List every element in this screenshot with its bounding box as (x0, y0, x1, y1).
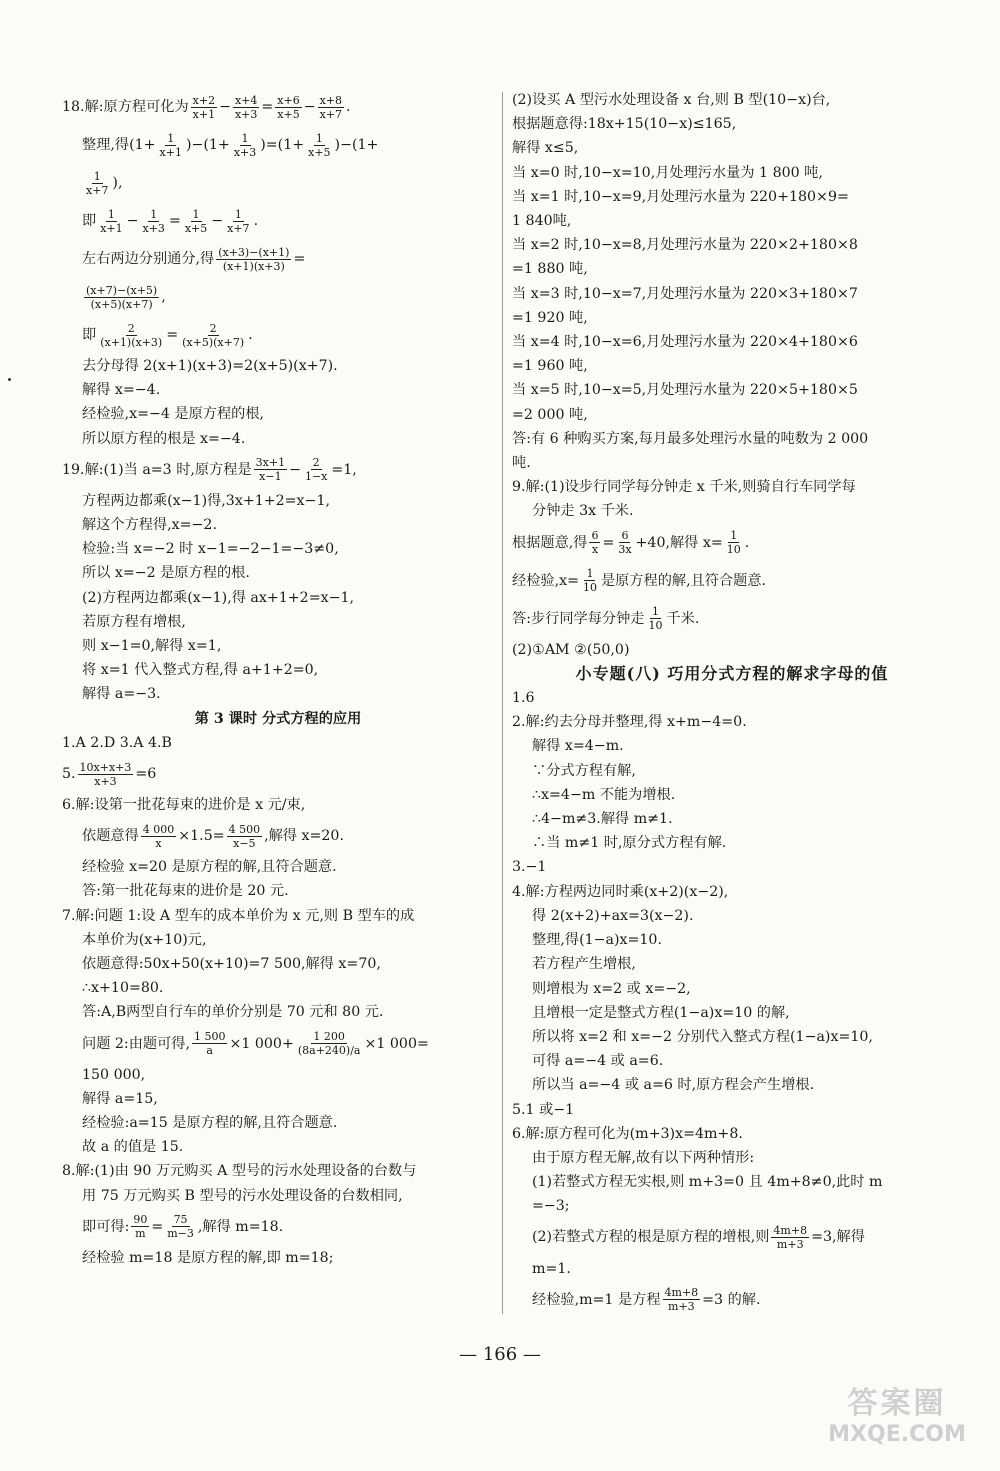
text: )−(1+ (185, 136, 230, 153)
fraction (141, 823, 177, 850)
text: =6 (135, 765, 157, 782)
denominator: 3x (618, 543, 632, 557)
fraction (303, 456, 329, 483)
watermark-logo (812, 1378, 982, 1460)
denominator: x+1 (100, 221, 123, 235)
line: 整理,得(1−a)x=10. (532, 932, 662, 949)
text: 18.解:原方程可化为 (62, 98, 189, 115)
line: 1 840吨, (512, 213, 572, 230)
numerator: 1 (192, 207, 200, 221)
denominator: m+3 (668, 1300, 695, 1314)
fraction (318, 94, 344, 121)
denominator: (x+5)(x+7) (90, 297, 153, 311)
numerator: 1 (651, 605, 659, 619)
line: 4.解:方程两边同时乘(x+2)(x−2), (512, 883, 729, 900)
text: − (211, 212, 224, 229)
line (62, 316, 494, 354)
line: 本单价为(x+10)元, (82, 931, 207, 948)
text: 即 (82, 212, 97, 229)
fraction (296, 1030, 363, 1057)
line: 150 000, (82, 1066, 146, 1083)
line (512, 600, 952, 638)
line: 8.解:(1)由 90 万元购买 A 型号的污水处理设备的台数与 (62, 1163, 417, 1180)
text: = (602, 534, 615, 551)
numerator: (x+3)−(x+1) (218, 245, 290, 259)
numerator: 2 (209, 321, 217, 335)
text: 根据题意,得 (512, 534, 588, 551)
fraction (306, 132, 332, 159)
line: 所以原方程的根是 x=−4. (82, 430, 246, 447)
text: , (161, 288, 166, 305)
text: 是原方程的解,且符合题意. (600, 572, 767, 589)
line: =2 000 吨, (512, 406, 588, 423)
numerator: 1 (730, 529, 738, 543)
fraction (227, 823, 263, 850)
fraction (725, 529, 743, 556)
line: 当 x=1 时,10−x=9,月处理污水量为 220+180×9= (512, 188, 849, 205)
numerator: 4 000 (142, 822, 175, 836)
line: 当 x=4 时,10−x=6,月处理污水量为 220×4+180×6 (512, 334, 858, 351)
denominator: x+1 (192, 107, 216, 121)
line: 经检验,x=−4 是原方程的根, (82, 406, 265, 423)
text: = (168, 212, 181, 229)
line: (2)设买 A 型污水处理设备 x 台,则 B 型(10−x)台, (512, 92, 831, 108)
text: 经检验,x= (512, 572, 579, 589)
line: 经检验:a=15 是原方程的解,且符合题意. (82, 1115, 338, 1132)
line: =1 880 吨, (512, 261, 588, 278)
line: 6.解:设第一批花每束的进价是 x 元/束, (62, 797, 306, 814)
text: ×1 000+ (229, 1035, 294, 1052)
denominator: x+5 (184, 221, 208, 235)
fraction (771, 1224, 809, 1251)
line (62, 1208, 494, 1246)
numerator: x+4 (234, 93, 258, 107)
line: 经检验 x=20 是原方程的解,且符合题意. (82, 859, 337, 876)
line (512, 562, 952, 600)
line: 若方程产生增根, (532, 956, 636, 973)
text: (2)若整式方程的根是原方程的增根,则 (532, 1229, 770, 1246)
denominator: 1−x (304, 470, 328, 484)
text: 即 (82, 326, 97, 343)
line (62, 88, 494, 126)
fraction (275, 94, 301, 121)
numerator: 1 (93, 169, 101, 183)
line: ∴x=4−m 不能为增根. (532, 786, 676, 803)
line: 检验:当 x=−2 时 x−1=−2−1=−3≠0, (82, 541, 339, 558)
text: . (744, 534, 750, 551)
text: 19.解:(1)当 a=3 时,原方程是 (62, 461, 252, 478)
line: (2)①AM ②(50,0) (512, 641, 630, 658)
line (62, 164, 494, 202)
line: 解得 x≤5, (512, 140, 579, 157)
text: 问题 2:由题可得, (82, 1035, 190, 1052)
line (62, 1025, 494, 1063)
line: 依题意得:50x+50(x+10)=7 500,解得 x=70, (82, 956, 381, 973)
line (62, 126, 494, 164)
line: (2)方程两边都乘(x−1),得 ax+1+2=x−1, (82, 589, 355, 606)
numerator: 2 (127, 321, 135, 335)
numerator: x+8 (319, 93, 343, 107)
numerator: 4 500 (228, 822, 261, 836)
right-column (512, 88, 952, 1319)
line: 1.A 2.D 3.A 4.B (62, 734, 172, 751)
denominator: x+3 (94, 774, 117, 788)
line: 1.6 (512, 690, 535, 707)
text: 经检验,m=1 是方程 (532, 1291, 661, 1308)
line: 3.−1 (512, 859, 547, 876)
denominator: 10 (648, 619, 663, 633)
denominator: x+5 (277, 107, 300, 121)
text: 答:步行同学每分钟走 (512, 610, 645, 627)
line: 答:第一批花每束的进价是 20 元. (82, 883, 289, 900)
page-number: — 166 — (459, 1344, 541, 1365)
line: 解得 x=−4. (82, 382, 161, 399)
line: 6.解:原方程可化为(m+3)x=4m+8. (512, 1125, 743, 1142)
numerator: 10x+x+3 (79, 760, 132, 774)
line (512, 1281, 952, 1319)
fraction (84, 170, 110, 197)
numerator: 1 (167, 131, 175, 145)
denominator: x+7 (319, 107, 343, 121)
text: − (289, 461, 301, 478)
line (62, 451, 494, 489)
line: =−3; (532, 1198, 570, 1215)
line: 解得 x=4−m. (532, 738, 624, 755)
fraction (616, 529, 633, 556)
numerator: 1 (241, 131, 249, 145)
scan-dot (8, 378, 11, 381)
fraction (180, 322, 246, 349)
fraction (131, 1213, 149, 1240)
numerator: 2 (312, 456, 320, 470)
text: )−(1+ (334, 136, 379, 153)
text: ×1 000= (364, 1035, 429, 1052)
denominator: m (135, 1227, 146, 1241)
denominator: x−1 (259, 470, 282, 484)
denominator: x (591, 543, 599, 557)
fraction (225, 208, 251, 235)
denominator: x (155, 836, 162, 850)
watermark-url: MXQE.COM (828, 1422, 966, 1447)
text: =1, (331, 461, 357, 478)
line: 故 a 的值是 15. (82, 1139, 184, 1156)
denominator: a (206, 1044, 213, 1058)
line: 答:A,B两型自行车的单价分别是 70 元和 80 元. (82, 1004, 384, 1021)
text: − (219, 98, 231, 115)
text: 千米. (666, 610, 700, 627)
line (62, 817, 494, 855)
line: =1 960 吨, (512, 358, 588, 375)
line: 则 x−1=0,解得 x=1, (82, 638, 222, 655)
fraction (165, 1213, 196, 1240)
fraction (98, 208, 124, 235)
fraction (183, 208, 209, 235)
numerator: 3x+1 (255, 456, 286, 470)
fraction (78, 761, 134, 788)
text: . (253, 212, 259, 229)
text: ×1.5= (178, 828, 225, 845)
fraction (233, 94, 259, 121)
line: 解得 a=15, (82, 1090, 158, 1107)
denominator: (x+5)(x+7) (182, 335, 245, 349)
text: 整理,得(1+ (82, 136, 156, 153)
watermark-title: 答案圈 (847, 1386, 947, 1421)
left-column (62, 88, 494, 1270)
line: 解这个方程得,x=−2. (82, 517, 217, 534)
fraction (232, 132, 258, 159)
line: 当 x=2 时,10−x=8,月处理污水量为 220×2+180×8 (512, 237, 858, 254)
line: ∵分式方程有解, (532, 762, 636, 779)
line: 得 2(x+2)+ax=3(x−2). (532, 907, 694, 924)
numerator: 1 500 (193, 1030, 226, 1044)
denominator: (x+1)(x+3) (100, 335, 163, 349)
denominator: (x+1)(x+3) (222, 259, 285, 273)
text: = (293, 250, 306, 267)
numerator: x+2 (192, 93, 216, 107)
fraction (581, 567, 599, 594)
line: ∴当 m≠1 时,原分式方程有解. (532, 835, 727, 852)
fraction (191, 94, 217, 121)
denominator: x+3 (233, 145, 257, 159)
text: − (303, 98, 316, 115)
line: ∴x+10=80. (82, 980, 164, 997)
line (512, 524, 952, 562)
text: )=(1+ (260, 136, 305, 153)
denominator: (8a+240)/a (297, 1044, 361, 1058)
numerator: 1 (150, 207, 158, 221)
denominator: x+1 (159, 145, 182, 159)
text: ,解得 x=20. (264, 828, 344, 845)
line: 答:有 6 种购买方案,每月最多处理污水量的吨数为 2 000 (512, 430, 869, 447)
section-heading: 小专题(八) 巧用分式方程的解求字母的值 (575, 663, 889, 683)
text: . (346, 98, 351, 115)
denominator: x+5 (308, 145, 331, 159)
numerator: 6 (621, 529, 629, 543)
text: 即可得: (82, 1218, 130, 1235)
section-heading: 第 3 课时 分式方程的应用 (194, 710, 362, 727)
text: +40,解得 x= (635, 534, 723, 551)
line: 解得 a=−3. (82, 686, 161, 703)
text: =3,解得 (811, 1229, 865, 1246)
denominator: x+3 (234, 107, 258, 121)
fraction (192, 1030, 228, 1057)
fraction (646, 605, 664, 632)
text: − (126, 212, 139, 229)
denominator: x+7 (227, 221, 250, 235)
numerator: 1 200 (313, 1030, 345, 1044)
line: 所以将 x=2 和 x=−2 分别代入整式方程(1−a)x=10, (532, 1028, 873, 1045)
numerator: 4m+8 (773, 1224, 808, 1238)
line: 9.解:(1)设步行同学每分钟走 x 千米,则骑自行车同学每 (512, 479, 856, 496)
denominator: x+7 (86, 183, 109, 197)
line: =1 920 吨, (512, 309, 588, 326)
fraction (98, 322, 164, 349)
fraction (663, 1286, 701, 1313)
line: 去分母得 2(x+1)(x+3)=2(x+5)(x+7). (82, 358, 338, 374)
numerator: 90 (133, 1213, 148, 1227)
text: =3 的解. (702, 1291, 761, 1308)
line (62, 755, 494, 793)
line: m=1. (532, 1260, 571, 1277)
text: 左右两边分别通分,得 (82, 250, 215, 267)
line: 5.1 或−1 (512, 1101, 575, 1118)
denominator: m+3 (776, 1238, 804, 1252)
column-divider (502, 92, 503, 1314)
fraction (216, 246, 291, 273)
line: 所以 x=−2 是原方程的根. (82, 565, 250, 582)
line: 方程两边都乘(x−1)得,3x+1+2=x−1, (82, 492, 330, 509)
denominator: m−3 (167, 1227, 194, 1241)
text: 依题意得 (82, 828, 139, 845)
line: 若原方程有增根, (82, 613, 186, 630)
numerator: 1 (315, 131, 323, 145)
fraction (589, 529, 600, 556)
line: 经检验 m=18 是原方程的解,即 m=18; (82, 1249, 334, 1266)
text: ,解得 m=18. (197, 1218, 284, 1235)
text: . (248, 326, 253, 343)
fraction (158, 132, 184, 159)
denominator: x−5 (233, 836, 256, 850)
numerator: x+6 (277, 93, 300, 107)
numerator: 1 (586, 567, 594, 581)
denominator: 10 (582, 581, 597, 595)
line (512, 1219, 952, 1257)
fraction (84, 284, 159, 311)
text: = (261, 98, 274, 115)
numerator: 6 (591, 529, 599, 543)
numerator: 1 (107, 207, 115, 221)
line: 根据题意得:18x+15(10−x)≤165, (512, 116, 737, 133)
denominator: 10 (726, 543, 741, 557)
line: 且增根一定是整式方程(1−a)x=10 的解, (532, 1004, 790, 1021)
line (62, 278, 494, 316)
line (62, 240, 494, 278)
line: 可得 a=−4 或 a=6. (532, 1053, 664, 1070)
line: 2.解:约去分母并整理,得 x+m−4=0. (512, 714, 747, 731)
numerator: 4m+8 (664, 1286, 699, 1300)
line: 将 x=1 代入整式方程,得 a+1+2=0, (82, 662, 319, 679)
text: = (166, 326, 179, 343)
line: 用 75 万元购买 B 型号的污水处理设备的台数相同, (82, 1187, 403, 1204)
line: 由于原方程无解,故有以下两种情形: (532, 1149, 755, 1166)
fraction (254, 456, 287, 483)
line: 吨. (512, 455, 531, 472)
numerator: (x+7)−(x+5) (86, 283, 158, 297)
fraction (141, 208, 167, 235)
numerator: 1 (234, 207, 242, 221)
line: 当 x=3 时,10−x=7,月处理污水量为 220×3+180×7 (512, 285, 858, 302)
text: 5. (62, 765, 76, 782)
text: = (151, 1218, 164, 1235)
numerator: 75 (173, 1213, 188, 1227)
line: 所以当 a=−4 或 a=6 时,原方程会产生增根. (532, 1077, 815, 1094)
line (62, 202, 494, 240)
line: 当 x=0 时,10−x=10,月处理污水量为 1 800 吨, (512, 164, 823, 181)
denominator: x+3 (142, 221, 165, 235)
line: 当 x=5 时,10−x=5,月处理污水量为 220×5+180×5 (512, 382, 858, 399)
line: ∴4−m≠3.解得 m≠1. (532, 811, 673, 828)
line: (1)若整式方程无实根,则 m+3=0 且 4m+8≠0,此时 m (532, 1174, 883, 1191)
line: 分钟走 3x 千米. (532, 503, 634, 520)
text: ), (112, 174, 123, 191)
line: 则增根为 x=2 或 x=−2, (532, 980, 691, 997)
line: 7.解:问题 1:设 A 型车的成本单价为 x 元,则 B 型车的成 (62, 907, 415, 924)
